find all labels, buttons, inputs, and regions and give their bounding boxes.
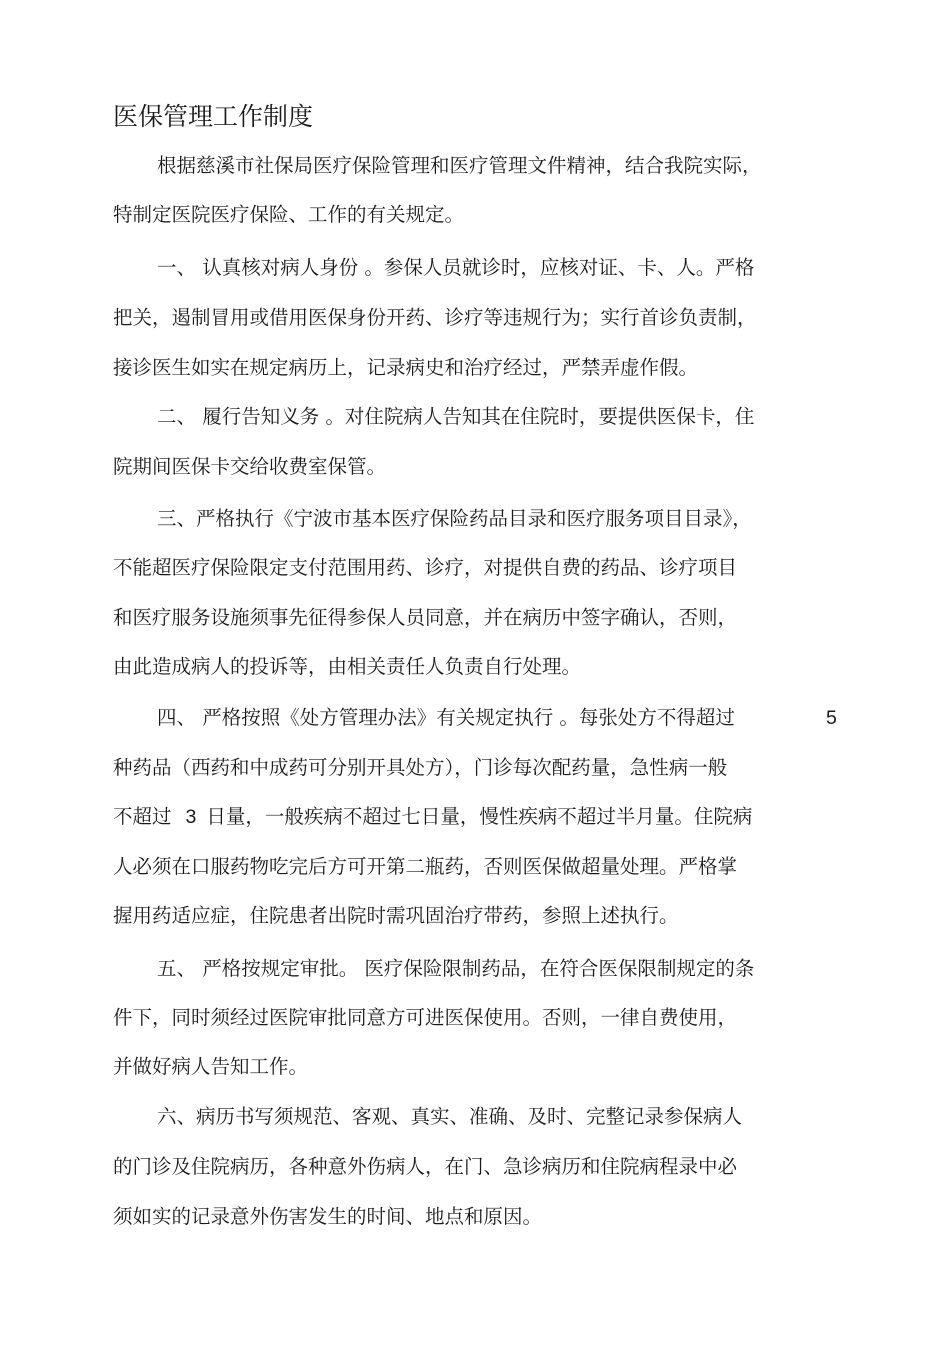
- section3-line-4: 由此造成病人的投诉等，由相关责任人负责自行处理。: [113, 655, 582, 678]
- section1-line-3: 接诊医生如实在规定病历上，记录病史和治疗经过，严禁弄虚作假。: [113, 356, 699, 379]
- section1-line-2: 把关，遏制冒用或借用医保身份开药、诊疗等违规行为；实行首诊负责制，: [113, 306, 757, 329]
- section3-line-3: 和医疗服务设施须事先征得参保人员同意，并在病历中签字确认，否则，: [113, 606, 738, 629]
- intro-line-1: 根据慈溪市社保局医疗保险管理和医疗管理文件精神，结合我院实际，: [157, 154, 762, 177]
- section4-line-1: 四、 严格按照《处方管理办法》有关规定执行 。每张处方不得超过: [157, 706, 735, 729]
- section2-line-2: 院期间医保卡交给收费室保管。: [113, 455, 387, 478]
- section6-line-1: 六、病历书写须规范、客观、真实、准确、及时、完整记录参保病人: [157, 1105, 743, 1128]
- section4-line-3: [113, 803, 752, 831]
- section2-line-1: 二、 履行告知义务 。对住院病人告知其在住院时，要提供医保卡，住: [157, 405, 755, 428]
- section6-line-3: 须如实的记录意外伤害发生的时间、地点和原因。: [113, 1205, 543, 1228]
- section1-line-1: 一、 认真核对病人身份 。参保人员就诊时，应核对证、卡、人。严格: [157, 256, 755, 279]
- section4-line-3-number: 3: [185, 806, 197, 828]
- section4-line-5: 握用药适应症，住院患者出院时需巩固治疗带药，参照上述执行。: [113, 904, 679, 927]
- section3-line-1: 三、严格执行《宁波市基本医疗保险药品目录和医疗服务项目目录》，: [157, 507, 752, 530]
- section3-line-2: 不能超医疗保险限定支付范围用药、诊疗，对提供自费的药品、诊疗项目: [113, 556, 738, 579]
- section6-line-2: 的门诊及住院病历，各种意外伤病人，在门、急诊病历和住院病程录中必: [113, 1155, 738, 1178]
- section4-line-4: 人必须在口服药物吃完后方可开第二瓶药，否则医保做超量处理。严格掌: [113, 855, 738, 878]
- section4-line-3-suffix: 日量，一般疾病不超过七日量，慢性疾病不超过半月量。住院病: [206, 805, 753, 828]
- section4-line-3-prefix: 不超过: [113, 805, 172, 828]
- document-title: 医保管理工作制度: [113, 102, 314, 131]
- section5-line-3: 并做好病人告知工作。: [113, 1055, 309, 1078]
- section4-line-1-number: 5: [826, 707, 837, 729]
- section4-line-2: 种药品（西药和中成药可分别开具处方），门诊每次配药量，急性病一般: [113, 756, 728, 779]
- section5-line-2: 件下，同时须经过医院审批同意方可进医保使用。否则，一律自费使用，: [113, 1006, 738, 1029]
- intro-line-2: 特制定医院医疗保险、工作的有关规定。: [113, 203, 465, 226]
- section5-line-1: 五、 严格按规定审批。 医疗保险限制药品，在符合医保限制规定的条: [157, 957, 755, 980]
